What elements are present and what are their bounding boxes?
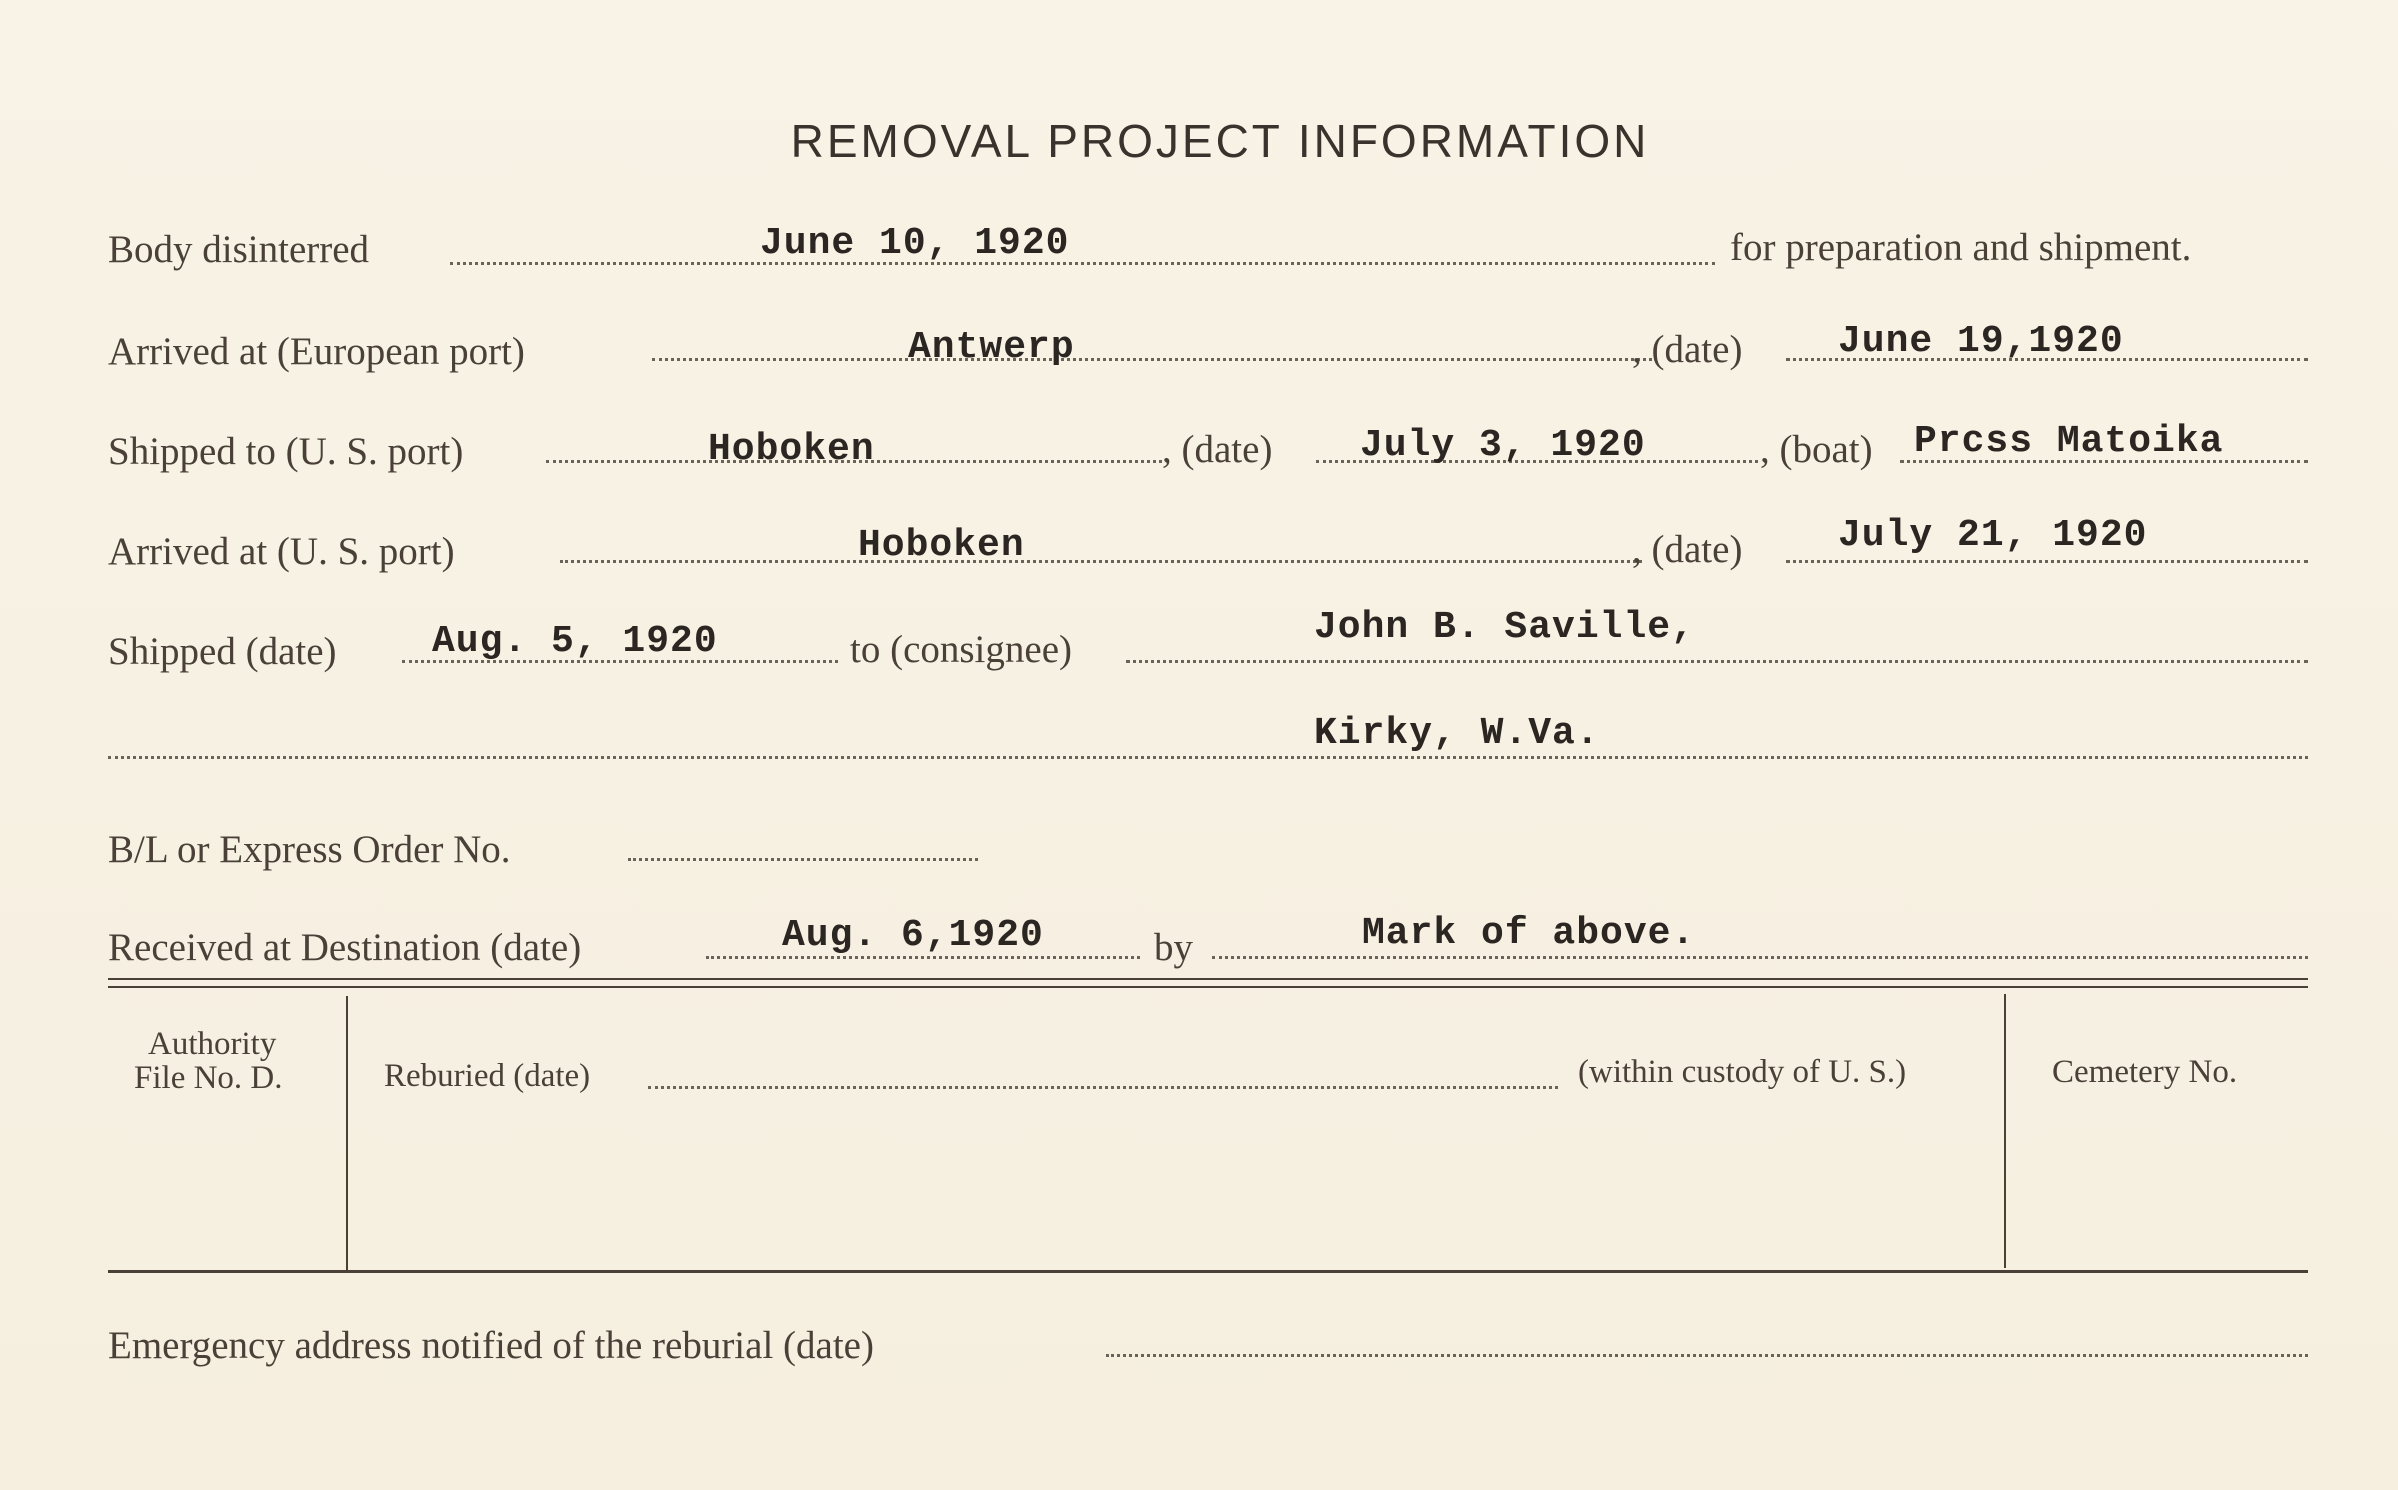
file-no-label: File No. D. [134, 1060, 283, 1096]
arrived-us-date-value: July 21, 1920 [1838, 514, 2148, 557]
body-disinterred-value: June 10, 1920 [760, 222, 1070, 265]
shipped-date-value: Aug. 5, 1920 [432, 620, 718, 663]
emergency-label: Emergency address notified of the reburial (date) [108, 1324, 874, 1367]
consignee-line2: Kirky, W.Va. [1314, 712, 1600, 755]
body-disinterred-label: Body disinterred [108, 228, 370, 271]
custody-label: (within custody of U. S.) [1578, 1054, 1907, 1090]
reburied-label: Reburied (date) [384, 1058, 591, 1094]
box-top-rule [108, 978, 2308, 980]
box-bottom-rule [108, 1270, 2308, 1273]
arrived-us-port-label: Arrived at (U. S. port) [108, 530, 455, 573]
consignee-line [1126, 660, 2308, 663]
shipped-us-boat-value: Prcss Matoika [1914, 420, 2224, 463]
arrived-european-date-label: , (date) [1632, 328, 1743, 371]
arrived-european-port-label: Arrived at (European port) [108, 330, 525, 373]
received-by-value: Mark of above. [1362, 912, 1696, 955]
box-top-rule-2 [108, 986, 2308, 988]
consignee-line1: John B. Saville, [1314, 606, 1695, 649]
bl-order-line [628, 858, 978, 861]
arrived-european-port-value: Antwerp [908, 326, 1075, 369]
arrived-us-port-value: Hoboken [858, 524, 1025, 567]
bl-order-label: B/L or Express Order No. [108, 828, 511, 871]
shipped-us-date-label: , (date) [1162, 428, 1273, 471]
shipped-us-port-label: Shipped to (U. S. port) [108, 430, 464, 473]
arrived-european-port-line [652, 358, 1652, 361]
received-destination-label: Received at Destination (date) [108, 926, 582, 969]
arrived-us-date-line [1786, 560, 2308, 563]
consignee-label: to (consignee) [850, 628, 1073, 671]
received-by-line [1212, 956, 2308, 959]
shipped-date-label: Shipped (date) [108, 630, 337, 673]
box-divider-right [2004, 994, 2006, 1268]
consignee-line-2 [108, 756, 2308, 759]
shipped-us-port-value: Hoboken [708, 428, 875, 471]
page-title: REMOVAL PROJECT INFORMATION [790, 115, 1650, 167]
arrived-us-date-label: , (date) [1632, 528, 1743, 571]
shipped-us-boat-label: , (boat) [1760, 428, 1873, 471]
arrived-european-date-value: June 19,1920 [1838, 320, 2124, 363]
shipped-us-date-value: July 3, 1920 [1360, 424, 1646, 467]
body-disinterred-line [450, 262, 1715, 265]
box-divider-left [346, 996, 348, 1270]
received-by-label: by [1154, 926, 1193, 969]
cemetery-label: Cemetery No. [2052, 1054, 2238, 1090]
reburied-line [648, 1086, 1558, 1089]
body-disinterred-suffix: for preparation and shipment. [1730, 226, 2192, 269]
authority-label: Authority [148, 1026, 277, 1062]
emergency-line [1106, 1354, 2308, 1357]
arrived-us-port-line [560, 560, 1642, 563]
received-destination-value: Aug. 6,1920 [782, 914, 1044, 957]
